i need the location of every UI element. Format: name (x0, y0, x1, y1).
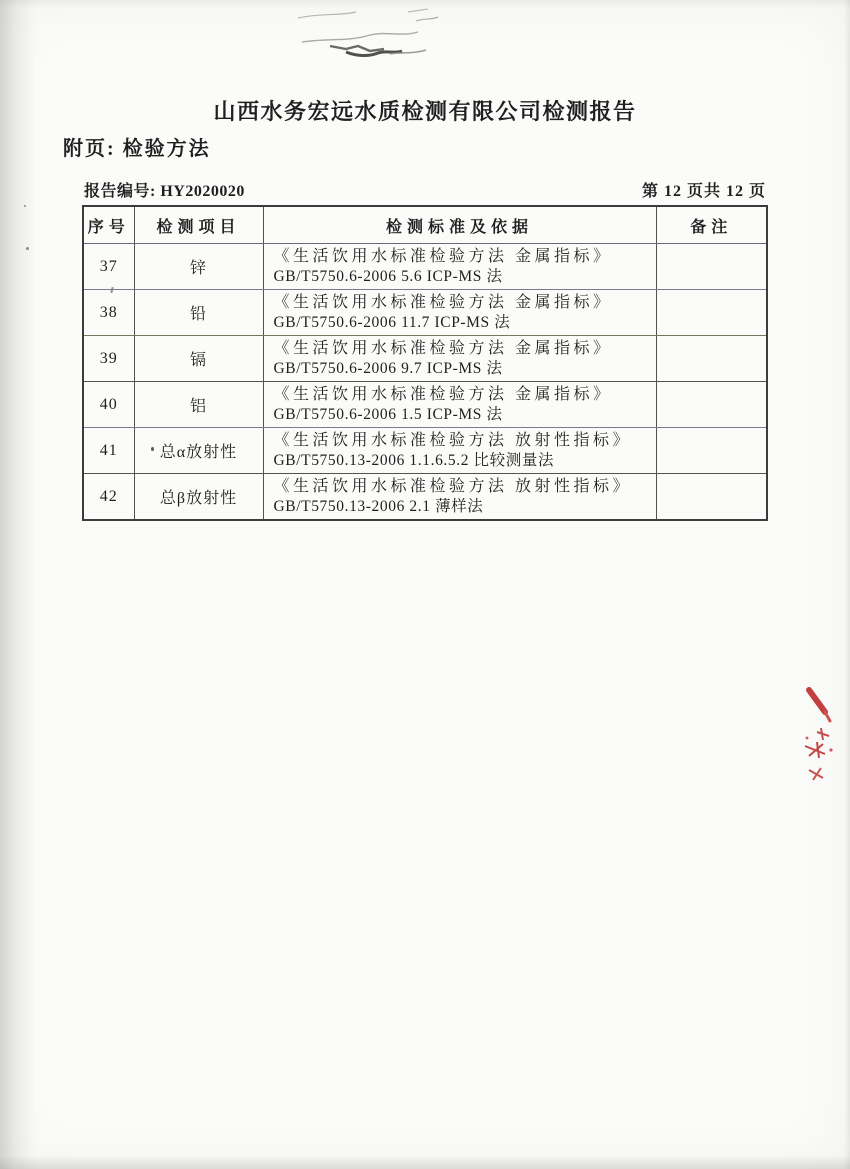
cell-remark (656, 382, 767, 428)
cell-standard (263, 336, 656, 382)
cell-standard (263, 474, 656, 521)
report-number (84, 178, 245, 201)
cell-standard-line1: 《生活饮用水标准检验方法 金属指标》 (273, 247, 613, 265)
scan-edge-shadow-left (0, 0, 36, 1169)
cell-item: 锌 (134, 244, 263, 290)
cell-standard-line1: 《生活饮用水标准检验方法 金属指标》 (273, 339, 613, 357)
cell-no: 38 (83, 290, 134, 336)
appendix-heading: 附页: 检验方法 (63, 138, 211, 160)
cell-item: 铅 (134, 290, 263, 336)
cell-standard-line2: GB/T5750.13-2006 1.1.6.5.2 比较测量法 (273, 451, 555, 469)
cell-remark (656, 336, 767, 382)
report-meta-row (84, 178, 766, 201)
table-row (83, 336, 767, 382)
cell-no: 42 (83, 474, 134, 521)
report-number-label: 报告编号: (84, 183, 161, 200)
table-row (83, 428, 767, 474)
cell-standard-line1: 《生活饮用水标准检验方法 金属指标》 (273, 293, 613, 311)
red-ink-mark (793, 680, 845, 790)
scan-speck (26, 247, 29, 250)
table-header-row (83, 206, 767, 244)
scan-edge-shadow-right (844, 0, 850, 1169)
cell-item: 镉 (134, 336, 263, 382)
methods-table (82, 205, 768, 521)
table-row (83, 244, 767, 290)
cell-no: 37 (83, 244, 134, 290)
cell-standard (263, 244, 656, 290)
cell-standard (263, 428, 656, 474)
cell-standard (263, 382, 656, 428)
cell-standard (263, 290, 656, 336)
cell-item: 铝 (134, 382, 263, 428)
page-title: 山西水务宏远水质检测有限公司检测报告 (213, 99, 637, 124)
cell-standard-line1: 《生活饮用水标准检验方法 放射性指标》 (273, 431, 633, 449)
cell-standard-line1: 《生活饮用水标准检验方法 放射性指标》 (273, 477, 633, 495)
cell-standard-line2: GB/T5750.6-2006 5.6 ICP-MS 法 (273, 267, 503, 285)
cell-item: 总α放射性 (134, 428, 263, 474)
cell-standard-line1: 《生活饮用水标准检验方法 金属指标》 (273, 385, 613, 403)
cell-no: 41 (83, 428, 134, 474)
table-header-item: 检测项目 (134, 206, 263, 244)
table-header-remark: 备注 (656, 206, 767, 244)
table-row (83, 382, 767, 428)
page-indicator: 第 12 页共 12 页 (641, 183, 766, 200)
cell-remark (656, 428, 767, 474)
scan-speck (24, 205, 26, 207)
table-header-no: 序号 (83, 206, 134, 244)
cell-remark (656, 244, 767, 290)
cell-standard-line2: GB/T5750.6-2006 11.7 ICP-MS 法 (273, 313, 511, 331)
cell-item: 总β放射性 (134, 474, 263, 521)
cell-no: 39 (83, 336, 134, 382)
table-row (83, 290, 767, 336)
cell-remark (656, 290, 767, 336)
table-row (83, 474, 767, 521)
report-number-value: HY2020020 (160, 183, 245, 200)
cell-remark (656, 474, 767, 521)
cell-standard-line2: GB/T5750.13-2006 2.1 薄样法 (273, 497, 484, 515)
cell-standard-line2: GB/T5750.6-2006 1.5 ICP-MS 法 (273, 405, 503, 423)
cell-standard-line2: GB/T5750.6-2006 9.7 ICP-MS 法 (273, 359, 503, 377)
scan-edge-shadow-bottom (0, 1155, 850, 1169)
cell-no: 40 (83, 382, 134, 428)
pencil-smudge-mark (290, 4, 440, 62)
table-header-standard: 检测标准及依据 (263, 206, 656, 244)
